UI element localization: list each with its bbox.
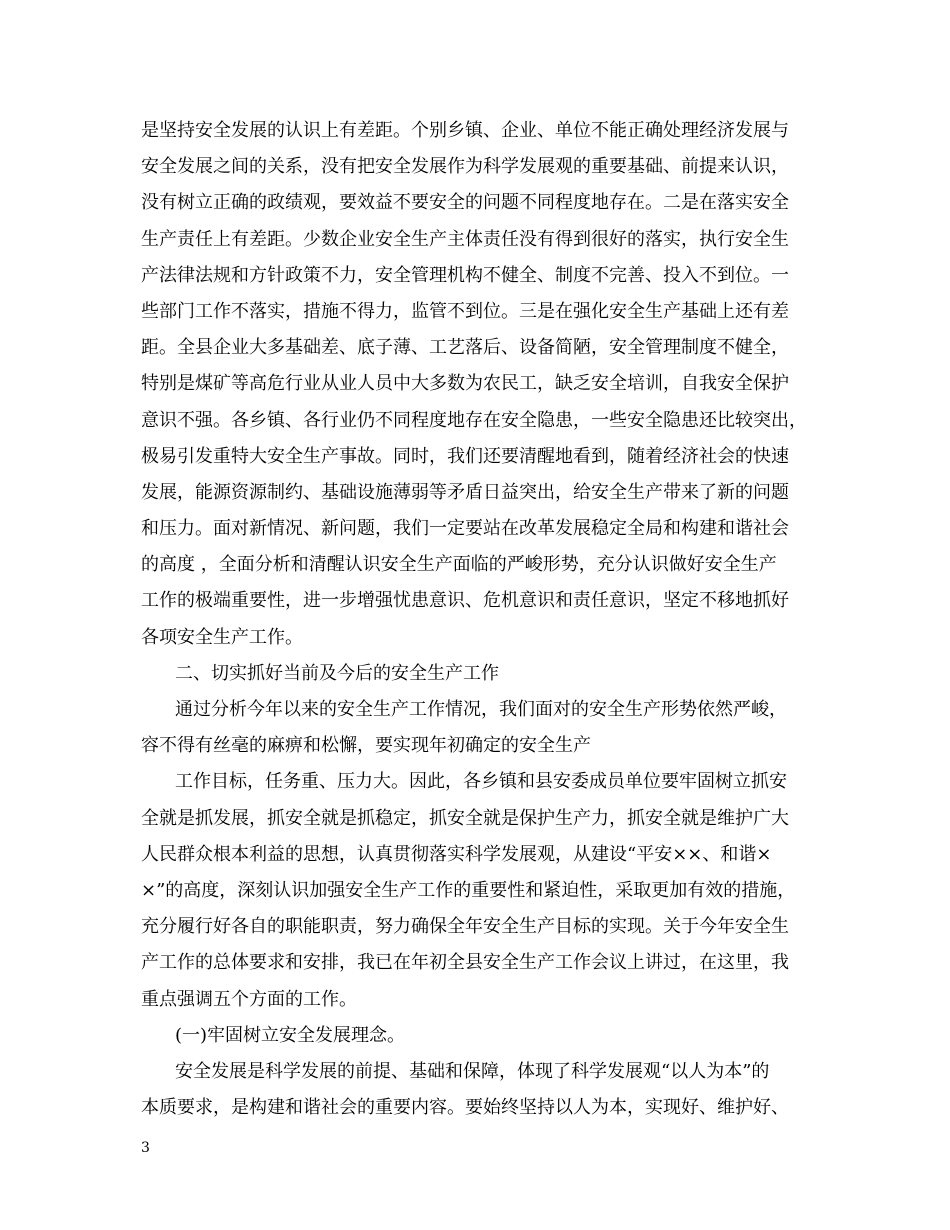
text-line: 极易引发重特大安全生产事故。同时，我们还要清醒地看到，随着经济社会的快速 <box>141 445 789 467</box>
text-line: 工作的极端重要性，进一步增强忧患意识、危机意识和责任意识，坚定不移地抓好 <box>141 590 789 612</box>
text-line: 距。全县企业大多基础差、底子薄、工艺落后、设备简陋，安全管理制度不健全， <box>141 337 789 359</box>
text-line: 发展，能源资源制约、基础设施薄弱等矛盾日益突出，给安全生产带来了新的问题 <box>141 481 789 503</box>
text-line: 是坚持安全发展的认识上有差距。个别乡镇、企业、单位不能正确处理经济发展与 <box>141 120 789 141</box>
text-line: 产法律法规和方针政策不力，安全管理机构不健全、制度不完善、投入不到位。一 <box>141 264 789 286</box>
text-line: 安全发展是科学发展的前提、基础和保障，体现了科学发展观“以人为本”的 <box>175 1060 770 1082</box>
text-line: 通过分析今年以来的安全生产工作情况，我们面对的安全生产形势依然严峻， <box>175 699 787 720</box>
text-line: 人民群众根本利益的思想，认真贯彻落实科学发展观，从建设“平安××、和谐× <box>141 843 772 865</box>
subsection-heading: (一)牢固树立安全发展理念。 <box>175 1024 406 1046</box>
text-line: 各项安全生产工作。 <box>141 626 303 648</box>
page-number: 3 <box>141 1140 150 1156</box>
text-line: 生产责任上有差距。少数企业安全生产主体责任没有得到很好的落实，执行安全生 <box>141 228 789 250</box>
text-line: 些部门工作不落实，措施不得力，监管不到位。三是在强化安全生产基础上还有差 <box>141 300 789 322</box>
text-line: 和压力。面对新情况、新问题，我们一定要站在改革发展稳定全局和构建和谐社会 <box>141 518 789 540</box>
text-line: 的高度 ，全面分析和清醒认识安全生产面临的严峻形势，充分认识做好安全生产 <box>141 554 777 576</box>
section-heading: 二、切实抓好当前及今后的安全生产工作 <box>175 662 499 684</box>
text-line: 特别是煤矿等高危行业从业人员中大多数为农民工，缺乏安全培训，自我安全保护 <box>141 373 789 395</box>
text-line: 工作目标，任务重、压力大。因此，各乡镇和县安委成员单位要牢固树立抓安 <box>175 771 787 793</box>
text-line: 重点强调五个方面的工作。 <box>141 988 357 1010</box>
text-line: 容不得有丝毫的麻痹和松懈，要实现年初确定的安全生产 <box>141 735 591 757</box>
text-line: 本质要求，是构建和谐社会的重要内容。要始终坚持以人为本，实现好、维护好、 <box>141 1097 789 1119</box>
body-text <box>141 113 811 1126</box>
text-line: 充分履行好各自的职能职责，努力确保全年安全生产目标的实现。关于今年安全生 <box>141 916 789 938</box>
text-line: 全就是抓发展，抓安全就是抓稳定，抓安全就是保护生产力，抓安全就是维护广大 <box>141 807 789 829</box>
text-line: 安全发展之间的关系，没有把安全发展作为科学发展观的重要基础、前提来认识， <box>141 156 789 178</box>
text-line: 没有树立正确的政绩观，要效益不要安全的问题不同程度地存在。二是在落实安全 <box>141 192 789 214</box>
text-line: 产工作的总体要求和安排，我已在年初全县安全生产工作会议上讲过，在这里，我 <box>141 952 789 974</box>
text-line: 意识不强。各乡镇、各行业仍不同程度地存在安全隐患，一些安全隐患还比较突出， <box>141 409 807 431</box>
text-line: ×”的高度，深刻认识加强安全生产工作的重要性和紧迫性，采取更加有效的措施， <box>141 879 796 901</box>
